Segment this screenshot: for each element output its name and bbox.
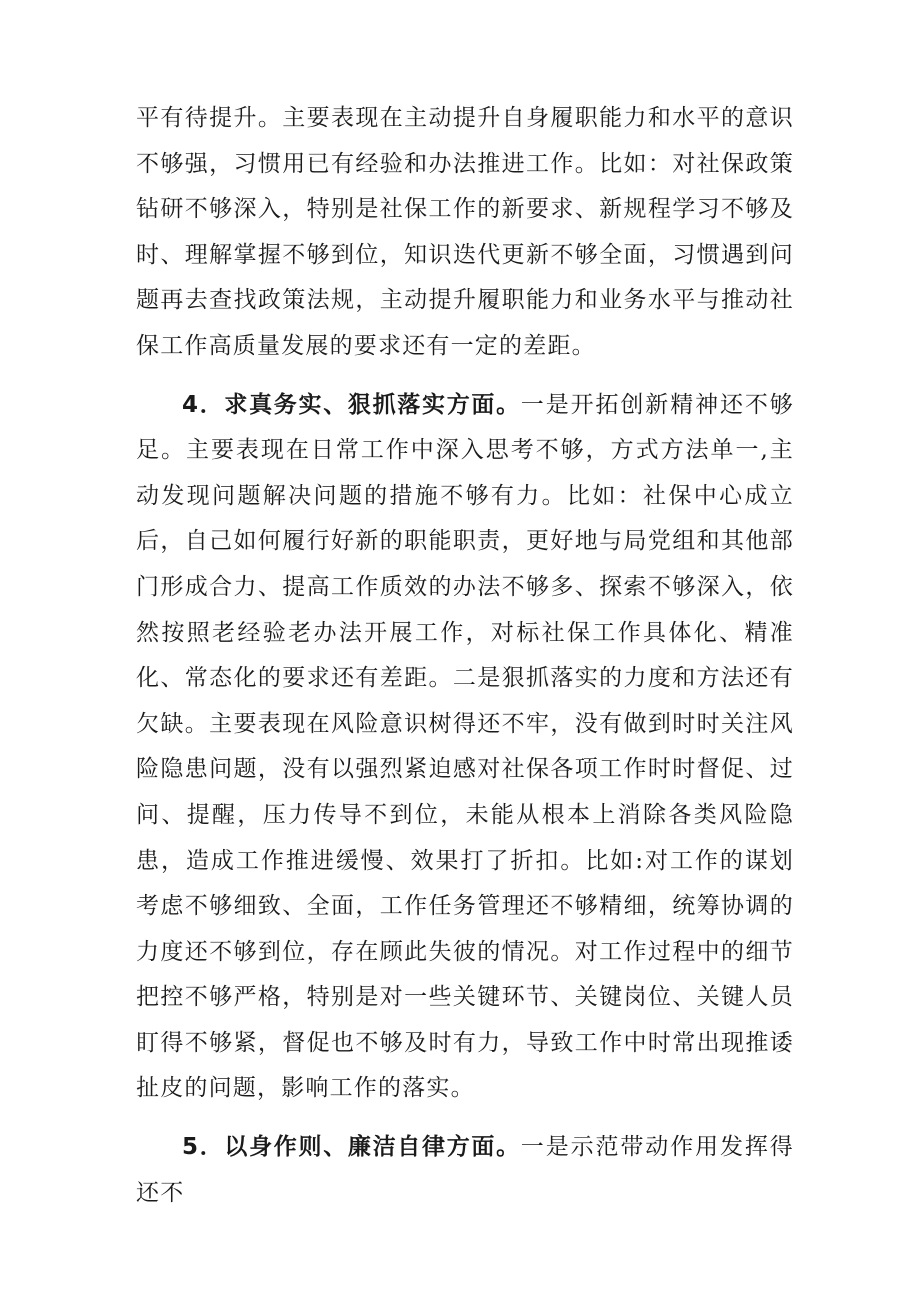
paragraph-section-4 [136,383,794,1113]
paragraph-section-5 [136,1125,794,1216]
paragraph-body: 平有待提升。主要表现在主动提升自身履职能力和水平的意识不够强，习惯用已有经验和办法推进工作。比如：对社保政策钻研不够深入，特别是社保工作的新要求、新规程学习不够及时、理解掌握不够到位，知识迭代更新不够全面，习惯遇到问题再去查找政策法规，主动提升履职能力和业务水平与推动社保工作高质量发展的要求还有一定的差距。 [136,105,794,359]
paragraph-body: 一是示范带动作用发挥得还不 [136,1134,794,1206]
section-heading-5: 5．以身作则、廉洁自律方面。 [182,1134,521,1161]
paragraph-continuation [136,96,794,370]
paragraph-body: 一是开拓创新精神还不够足。主要表现在日常工作中深入思考不够，方式方法单一,主动发现问题解决问题的措施不够有力。比如：社保中心成立后，自己如何履行好新的职能职责，更好地与局党组和其他部门形成合力、提高工作质效的办法不够多、探索不够深入，依然按照老经验老办法开展工作，对标社保工作具体化、精准化、常态化的要求还有差距。二是狠抓落实的力度和方法还有欠缺。主要表现在风险意识树得还不牢，没有做到时时关注风险隐患问题，没有以强烈紧迫感对社保各项工作时时督促、过问、提醒，压力传导不到位，未能从根本上消除各类风险隐患，造成工作推进缓慢、效果打了折扣。比如:对工作的谋划考虑不够细致、全面，工作任务管理还不够精细，统筹协调的力度还不够到位，存在顾此失彼的情况。对工作过程中的细节把控不够严格，特别是对一些关键环节、关键岗位、关键人员盯得不够紧，督促也不够及时有力，导致工作中时常出现推诿扯皮的问题，影响工作的落实。 [136,391,794,1102]
section-heading-4: 4．求真务实、狠抓落实方面。 [182,391,521,418]
